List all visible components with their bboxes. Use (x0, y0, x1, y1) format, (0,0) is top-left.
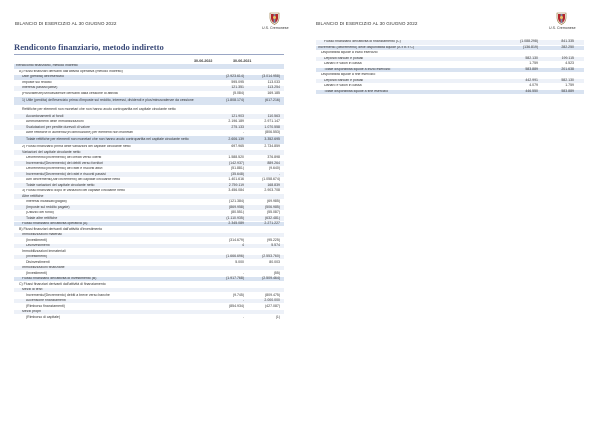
row-label: B) Flussi finanziari derivanti dall'attività d'investimento (19, 227, 103, 231)
value-2022 (504, 51, 538, 56)
value-2021: (69.985) (266, 199, 280, 204)
row-label: Decremento/(Incremento) dei ratei e risconti attivi (26, 166, 103, 171)
row-label: Disinvestimenti (26, 260, 50, 264)
value-2021: (617.216) (265, 98, 280, 102)
row-label: A) Flussi finanziari derivanti dall'attività operativa (metodo indiretto) (19, 69, 123, 73)
value-2022: 5.000 (235, 259, 244, 264)
row-label: Incremento (decremento) delle disponibilità liquide (A ± B ± C) (318, 45, 415, 49)
row-label: Utile (perdita) dell'esercizio (22, 75, 64, 79)
value-2022: (142.937) (229, 160, 244, 165)
value-2022: 1.759 (529, 61, 538, 66)
value-2021 (246, 70, 280, 75)
row-label: Flusso finanziario dell'attività operativa (A) (22, 221, 88, 226)
value-2021 (246, 106, 280, 114)
value-2022 (210, 310, 244, 315)
value-2021: 282.250 (561, 44, 574, 49)
row-label: Accensione finanziamenti (26, 298, 66, 303)
value-2022: 3.456.084 (228, 188, 244, 193)
page-title: Rendiconto finanziario, metodo indiretto (14, 42, 164, 52)
value-2021: 110.563 (267, 113, 280, 118)
value-2022: (1.110.935) (226, 215, 244, 220)
logo-caption: U.S. Cremonese (549, 26, 576, 30)
value-2022: 1.401.616 (228, 177, 244, 182)
value-2021: 2.271.227 (264, 221, 280, 226)
row-label: Accantonamenti ai fondi (26, 114, 64, 118)
value-2021: 80.003 (269, 259, 280, 264)
value-2021: (427.087) (265, 303, 280, 308)
value-2021: 199.115 (561, 55, 574, 60)
table-row (14, 315, 284, 321)
value-2022: - (242, 270, 244, 275)
row-label: Flusso finanziario dell'attività di finanziamento (C) (324, 40, 401, 44)
value-2022: 582.130 (525, 55, 538, 60)
right-page (300, 0, 600, 424)
value-2021 (246, 150, 280, 155)
value-2021: (9.640) (268, 166, 280, 171)
value-2021: (809.475) (265, 292, 280, 297)
table-row (14, 97, 284, 106)
page-header-title: BILANCIO DI ESERCIZIO AL 30 GIUGNO 2022 (15, 21, 117, 26)
value-2021: (95.225) (266, 237, 280, 242)
logo-caption: U.S. Cremonese (262, 26, 289, 30)
value-2021: 4.523 (565, 61, 574, 66)
value-2021: (3.014.958) (262, 74, 280, 79)
value-2022: - (242, 298, 244, 303)
row-label: (Rimborso finanziamenti) (26, 304, 65, 308)
value-2021 (540, 51, 574, 56)
row-label: Variazioni del capitale circolante netto (22, 150, 81, 154)
value-2021 (540, 73, 574, 78)
value-2022: (1.088.298) (520, 39, 538, 44)
value-2022: (2.923.614) (226, 74, 244, 79)
value-2022: (136.819) (523, 44, 538, 49)
title-rule (14, 54, 284, 55)
value-2021: (632.481) (265, 215, 280, 220)
value-2021: 841.335 (561, 39, 574, 44)
row-label: Disponibilità liquide a fine esercizio (321, 73, 376, 77)
row-label: (Investimenti) (26, 254, 48, 259)
row-label: Mezzi di terzi (22, 287, 43, 292)
row-label: Disponibilità liquide a inizio esercizio (321, 51, 378, 55)
value-2021: 1.070.558 (264, 124, 280, 129)
value-2022: - (242, 130, 244, 135)
value-2021 (246, 282, 280, 287)
value-2022: (121.384) (229, 199, 244, 204)
row-label: Incremento/(Decremento) dei debiti verso fornitori (26, 161, 104, 165)
value-2021: 113.033 (267, 79, 280, 84)
value-2021: (2.509.464) (262, 276, 280, 281)
value-2022 (210, 227, 244, 232)
row-label: Immobilizzazioni finanziarie (22, 265, 65, 270)
row-label: Depositi bancari e postali (324, 56, 364, 60)
value-2021: 583.889 (561, 88, 574, 93)
value-2021: (1.058.674) (262, 177, 280, 182)
cash-flow-table (14, 64, 284, 321)
value-2022: 4.079 (529, 83, 538, 88)
row-label: (Investimenti) (26, 271, 48, 275)
row-label: Incremento/(Decremento) debiti a breve verso banche (26, 293, 110, 297)
row-label: Altre rettifiche in aumento/(in diminuzione) per elementi non monetari (26, 130, 133, 135)
value-2022 (210, 106, 244, 114)
row-label: Rettifiche per elementi non monetari che non hanno avuto contropartita nel capitale circolante netto (22, 106, 176, 111)
value-2022: (9.745) (232, 292, 244, 297)
value-2021 (246, 310, 280, 315)
value-2021: - (278, 171, 280, 176)
value-2022 (210, 288, 244, 293)
value-2021: 2.971.147 (264, 119, 280, 124)
value-2021 (246, 194, 280, 199)
row-label: Totale variazioni del capitale circolante netto (26, 183, 95, 187)
value-2021: 376.898 (267, 155, 280, 160)
value-2022 (210, 194, 244, 199)
value-2021: 169.185 (267, 90, 280, 95)
crest-icon (556, 12, 567, 25)
row-label: Totale disponibilità liquide a fine esercizio (324, 89, 389, 93)
value-2022: 446.550 (525, 88, 538, 93)
row-label: (Rimborso di capitale) (26, 315, 61, 319)
value-2022 (210, 150, 244, 155)
value-2022: (35.648) (230, 171, 244, 176)
value-2022: (1.917.768) (226, 276, 244, 281)
row-label: Interessi passivi/(attivi) (22, 86, 58, 90)
value-2022: (5.084) (232, 90, 244, 95)
row-label: Incremento/(Decremento) dei ratei e risconti passivi (26, 172, 106, 176)
page-header-title: BILANCIO DI ESERCIZIO AL 30 GIUGNO 2022 (316, 21, 418, 26)
value-2022 (210, 233, 244, 238)
value-2022 (210, 266, 244, 271)
value-2021: 3.352.695 (264, 137, 280, 142)
value-2021: 1.759 (565, 83, 574, 88)
value-2022 (504, 73, 538, 78)
value-2022: 442.991 (525, 77, 538, 82)
row-label: Totale disponibilità liquide a inizio esercizio (324, 67, 391, 71)
row-label: Altri decrementi/(Altri incrementi) del capitale circolante netto (26, 177, 121, 182)
table-row (14, 106, 284, 115)
row-label: Imposte sul reddito (22, 80, 52, 84)
row-label: Totale rettifiche per elementi non monetari che non hanno avuto contropartita nel capitale circolante netto (26, 137, 189, 142)
row-label: Flusso finanziario dell'attività di investimento (B) (22, 276, 97, 281)
value-2021: 2.000.000 (264, 298, 280, 303)
value-2021: 2.734.859 (264, 144, 280, 149)
row-label: 1) Utile (perdita) dell'esercizio prima d'imposte sul reddito, interessi, dividendi e plus/minusvalenze da cessione (22, 98, 194, 102)
row-label: Danaro e valori in cassa (324, 62, 362, 66)
value-2021: 113.254 (267, 85, 280, 90)
value-2022: 583.889 (525, 66, 538, 71)
column-header-2022: 30-06-2022 (194, 59, 213, 63)
row-label: Altre rettifiche (22, 194, 44, 198)
value-2021: (806.553) (265, 130, 280, 135)
row-label: Ammortamenti delle immobilizzazioni (26, 119, 84, 124)
row-label: (Imposte sul reddito pagate) (26, 205, 70, 209)
value-2021: 889.264 (267, 160, 280, 165)
value-2021: 168.839 (267, 182, 280, 187)
value-2021 (246, 233, 280, 238)
row-label: Mezzi propri (22, 309, 42, 314)
value-2021 (246, 249, 280, 254)
value-2021: (2.553.760) (262, 254, 280, 259)
value-2022: 2.196.189 (228, 119, 244, 124)
row-label: Svalutazioni per perdite durevoli di valore (26, 125, 91, 129)
value-2021: (55) (273, 270, 280, 275)
value-2022: 121.351 (231, 85, 244, 90)
row-label: Disinvestimenti (26, 243, 50, 248)
value-2021: 582.130 (561, 77, 574, 82)
value-2022: (1.808.174) (226, 98, 244, 102)
row-label: Depositi bancari e postali (324, 78, 364, 82)
column-header-2021: 30-06-2021 (233, 59, 252, 63)
row-label: Immobilizzazioni materiali (22, 232, 62, 237)
table-row (316, 90, 584, 96)
value-2022: - (242, 314, 244, 319)
row-label: C) Flussi finanziari derivanti dall'attività di finanziamento (19, 282, 106, 286)
value-2022 (210, 64, 244, 69)
value-2021 (246, 288, 280, 293)
value-2022: (854.934) (229, 303, 244, 308)
row-label: 2) Flusso finanziario prima delle variazioni del capitale circolante netto (22, 144, 131, 149)
value-2022: (51.881) (230, 166, 244, 171)
value-2022: 1.588.520 (228, 155, 244, 160)
value-2021 (246, 64, 280, 69)
value-2021: (55.087) (266, 210, 280, 215)
row-label: Totale altre rettifiche (26, 216, 58, 220)
value-2022: (1.666.696) (226, 254, 244, 259)
cash-flow-table-continued (316, 40, 584, 95)
value-2022: 2.759.119 (228, 182, 244, 187)
value-2021: 5.574 (271, 243, 280, 248)
row-label: (Plusvalenze)/Minusvalenze derivanti dalla cessione di attività (22, 91, 118, 95)
row-label: Decremento/(Incremento) dei crediti verso clienti (26, 155, 102, 160)
value-2022: (80.551) (230, 210, 244, 215)
value-2022: 2.345.089 (228, 221, 244, 226)
value-2022: (314.679) (229, 237, 244, 242)
value-2021: (1) (275, 314, 280, 319)
value-2022: (869.958) (229, 204, 244, 209)
row-label: Danaro e valori in cassa (324, 84, 362, 88)
value-2022: 2.606.139 (228, 137, 244, 142)
row-label: Immobilizzazioni immateriali (22, 249, 66, 253)
value-2022: 595.095 (231, 79, 244, 84)
value-2022 (210, 249, 244, 254)
value-2022 (210, 282, 244, 287)
value-2021: (506.985) (265, 204, 280, 209)
row-label: Interessi incassati/(pagati) (26, 199, 67, 204)
row-label: 3) Flusso finanziario dopo le variazioni del capitale circolante netto (22, 188, 125, 193)
row-label: (Investimenti) (26, 238, 48, 242)
row-label: (Utilizzo dei fondi) (26, 210, 54, 215)
value-2022: 275.133 (231, 124, 244, 129)
crest-icon (269, 12, 280, 25)
row-label: Rendiconto finanziario, metodo indiretto (16, 64, 78, 68)
club-logo (549, 12, 576, 30)
value-2021: 2.903.708 (264, 188, 280, 193)
club-logo (262, 12, 289, 30)
value-2022: 4 (242, 243, 244, 248)
value-2021: 201.638 (561, 66, 574, 71)
value-2021 (246, 227, 280, 232)
value-2022: 121.903 (231, 113, 244, 118)
value-2022: 697.965 (231, 144, 244, 149)
value-2021 (246, 266, 280, 271)
value-2022 (210, 70, 244, 75)
